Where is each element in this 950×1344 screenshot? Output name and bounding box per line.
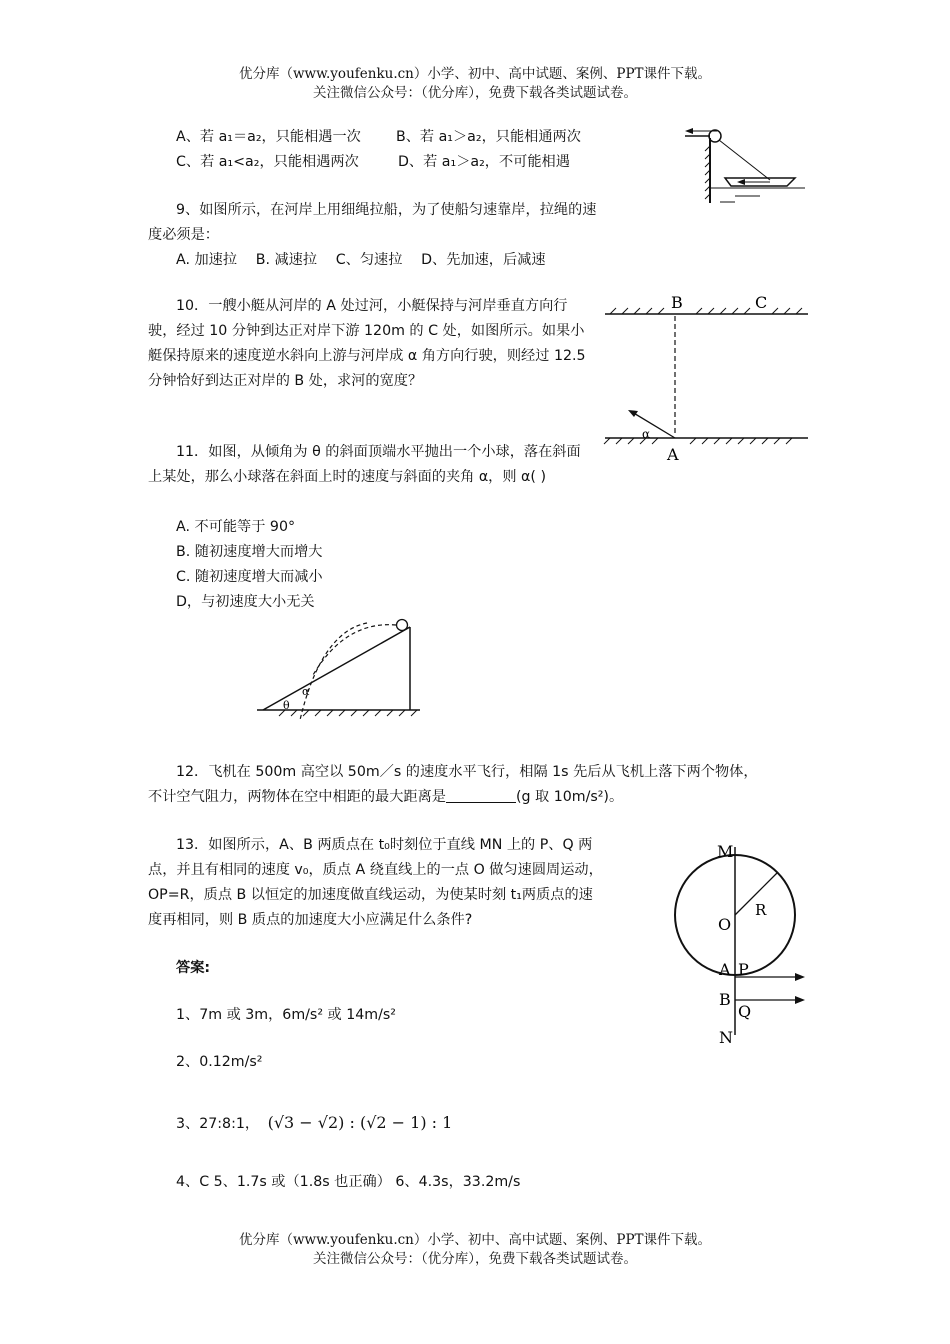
q11-text: 11．如图，从倾角为 θ 的斜面顶端水平抛出一个小球，落在斜面上某处，那么小球落在斜面上时的速度与斜面的夹角 α，则 α( ) bbox=[148, 444, 581, 485]
q11-option-a: A. 不可能等于 90° bbox=[176, 519, 296, 535]
alpha-label: α bbox=[642, 427, 651, 441]
q12-line-2-tail: (g 取 10m/s²)。 bbox=[515, 789, 624, 805]
answer-3 bbox=[176, 1110, 452, 1137]
q13-line-4: 度再相同，则 B 质点的加速度大小应满足什么条件? bbox=[148, 912, 473, 928]
q9-line-1: 9、如图所示，在河岸上用细绳拉船，为了使船匀速靠岸，拉绳的速 bbox=[176, 202, 597, 218]
label-p: P bbox=[738, 960, 749, 979]
q8-option-d: D、若 a₁＞a₂，不可能相遇 bbox=[398, 154, 570, 170]
circular-motion-figure bbox=[665, 835, 815, 1050]
theta-label: θ bbox=[283, 699, 290, 712]
alpha-label-q11: α bbox=[302, 685, 310, 698]
q12-line-2 bbox=[148, 785, 623, 810]
label-m: M bbox=[717, 842, 734, 861]
q10-text: 10．一艘小艇从河岸的 A 处过河，小艇保持与河岸垂直方向行驶，经过 10 分钟到达正对岸下游 120m 的 C 处，如图所示。如果小艇保持原来的速度逆水斜向上游与河岸成 α 角方向行驶，则经过 12.5 分钟恰好到达正对岸的 B 处，求河的宽度？ bbox=[148, 298, 586, 389]
river-crossing-figure bbox=[600, 292, 810, 467]
label-q: Q bbox=[738, 1002, 752, 1021]
q12-answer-blank[interactable] bbox=[446, 788, 516, 803]
answer-1: 1、7m 或 3m，6m/s² 或 14m/s² bbox=[176, 1007, 396, 1023]
header-line-2: 关注微信公众号：（优分库），免费下载各类试题试卷。 bbox=[313, 85, 637, 101]
answer-3-formula: (√3 − √2) : (√2 − 1) : 1 bbox=[267, 1113, 453, 1132]
q11-option-b: B. 随初速度增大而增大 bbox=[176, 544, 323, 560]
q13-line-1: 13．如图所示，A、B 两质点在 t₀时刻位于直线 MN 上的 P、Q 两 bbox=[176, 837, 593, 853]
point-b-label: B bbox=[671, 293, 683, 312]
incline-projectile-figure bbox=[255, 615, 425, 720]
q8-option-a: A、若 a₁＝a₂，只能相遇一次 bbox=[176, 129, 361, 145]
q8-option-c: C、若 a₁<a₂，只能相遇两次 bbox=[176, 154, 359, 170]
label-o: O bbox=[718, 915, 732, 934]
answer-3-prefix: 3、27:8:1， bbox=[176, 1116, 260, 1132]
rope-boat-figure bbox=[675, 118, 810, 208]
q11-option-c: C. 随初速度增大而减小 bbox=[176, 569, 323, 585]
answer-4-6: 4、C 5、1.7s 或（1.8s 也正确） 6、4.3s，33.2m/s bbox=[176, 1174, 521, 1190]
q13-line-2: 点，并且有相同的速度 v₀，质点 A 绕直线上的一点 O 做匀速圆周运动， bbox=[148, 862, 603, 878]
point-a-label: A bbox=[667, 445, 679, 464]
point-c-label: C bbox=[755, 293, 768, 312]
header-line-1: 优分库（www.youfenku.cn）小学、初中、高中试题、案例、PPT课件下载。 bbox=[238, 66, 712, 82]
label-b: B bbox=[719, 990, 731, 1009]
label-a: A bbox=[719, 960, 731, 979]
footer-line-2: 关注微信公众号：（优分库），免费下载各类试题试卷。 bbox=[313, 1251, 637, 1267]
q12-line-2-text: 不计空气阻力，两物体在空中相距的最大距离是 bbox=[148, 789, 446, 805]
footer-line-1: 优分库（www.youfenku.cn）小学、初中、高中试题、案例、PPT课件下载。 bbox=[238, 1232, 712, 1248]
q11-option-d: D，与初速度大小无关 bbox=[176, 594, 315, 610]
q12-line-1: 12．飞机在 500m 高空以 50m／s 的速度水平飞行，相隔 1s 先后从飞机上落下两个物体， bbox=[176, 764, 758, 780]
answer-2: 2、0.12m/s² bbox=[176, 1054, 263, 1070]
answers-heading: 答案: bbox=[176, 960, 211, 976]
label-r: R bbox=[755, 901, 767, 919]
label-n: N bbox=[719, 1028, 733, 1047]
q13-line-3: OP=R，质点 B 以恒定的加速度做直线运动，为使某时刻 t₁两质点的速 bbox=[148, 887, 593, 903]
q9-line-2: 度必须是： bbox=[148, 227, 219, 243]
q9-options: A. 加速拉 B. 减速拉 C、匀速拉 D、先加速，后减速 bbox=[176, 252, 546, 268]
q8-option-b: B、若 a₁＞a₂，只能相通两次 bbox=[396, 129, 581, 145]
